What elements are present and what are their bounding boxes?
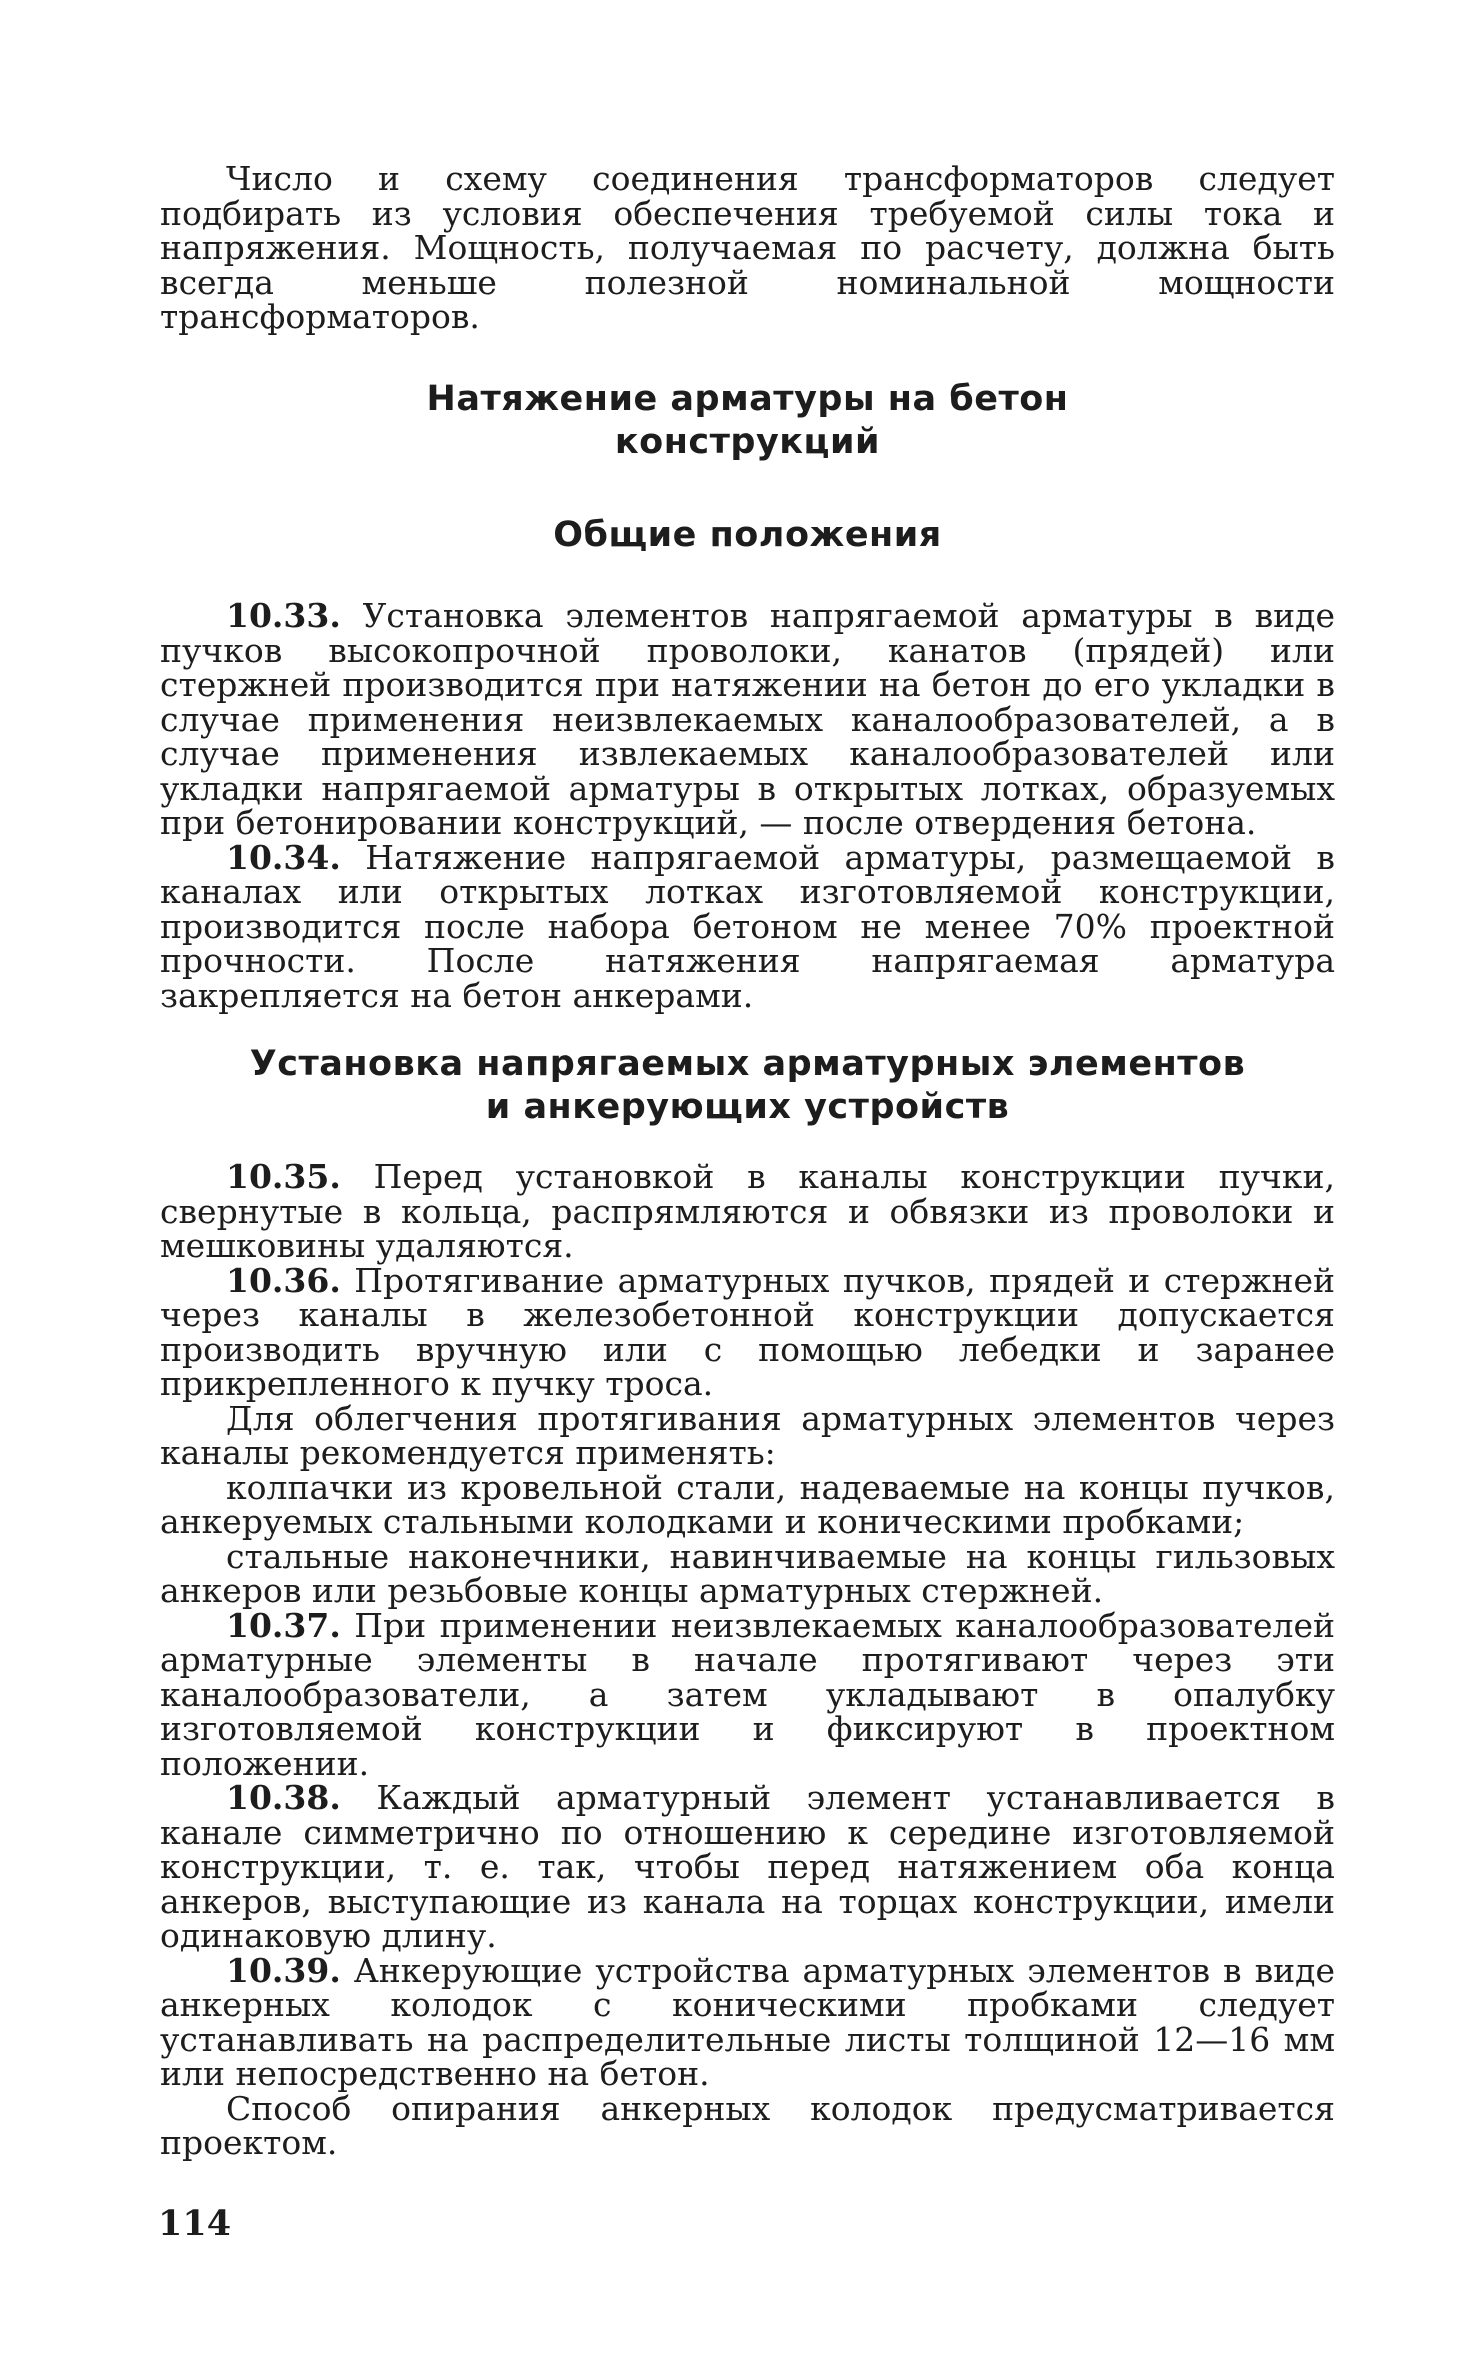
paragraph-text: Протягивание арматурных пучков, прядей и стержней через каналы в железобетонной конструкции допускается производить вручную или с помощью лебедки и заранее прикрепленного к пучку троса. (160, 1260, 1335, 1403)
section-heading-installation (160, 1043, 1335, 1129)
paragraph-10-39-support: Способ опирания анкерных колодок предусматривается проектом. (160, 2088, 1335, 2162)
paragraph-10-36-recommendation: Для облегчения протягивания арматурных элементов через каналы рекомендуется применять: (160, 1398, 1335, 1472)
intro-text: Число и схему соединения трансформаторов следует подбирать из условия обеспечения требуемой силы тока и напряжения. Мощность, получаемая по расчету, должна быть всегда меньше полезной номинальной мощности трансформаторов. (160, 159, 1335, 336)
paragraph-text: При применении неизвлекаемых каналообразователей арматурные элементы в начале протягивают через эти каналообразователи, а затем укладывают в опалубку изготовляемой конструкции и фиксируют в проектном положении. (160, 1605, 1335, 1783)
paragraph-text: Перед установкой в каналы конструкции пучки, свернутые в кольца, распрямляются и обвязки из проволоки и мешковины удаляются. (160, 1157, 1335, 1265)
section-heading-tensioning (160, 378, 1335, 464)
paragraph-10-35 (160, 1157, 1335, 1265)
paragraph-10-34 (160, 837, 1335, 1015)
paragraph-10-36-item-caps: колпачки из кровельной стали, надеваемые на концы пучков, анкеруемых стальными колодками и коническими пробками; (160, 1467, 1335, 1541)
subsection-heading-text: Общие положения (553, 515, 942, 555)
paragraph-number: 10.37. (226, 1605, 341, 1645)
paragraph-10-36-item-tips: стальные наконечники, навинчиваемые на концы гильзовых анкеров или резьбовые концы арматурных стержней. (160, 1536, 1335, 1610)
paragraph-number: 10.38. (226, 1778, 341, 1817)
paragraph-text: Каждый арматурный элемент устанавливается в канале симметрично по отношению к середине изготовляемой конструкции, т. е. так, чтобы перед натяжением оба конца анкеров, выступающие из канала на торцах конструкции, имели одинаковую длину. (160, 1778, 1335, 1955)
paragraph-10-38 (160, 1778, 1335, 1955)
page-number: 114 (158, 2203, 232, 2244)
intro-paragraph (160, 159, 1335, 336)
paragraphs-10-35-10-39 (160, 1157, 1335, 2162)
paragraph-10-37 (160, 1605, 1335, 1783)
paragraph-text: Натяжение напрягаемой арматуры, размещаемой в каналах или открытых лотках изготовляемой конструкции, производится после набора бетоном не менее 70% проектной прочности. После натяжения напрягаемая арматура закрепляется на бетон анкерами. (160, 837, 1335, 1015)
paragraph-text: Анкерующие устройства арматурных элементов в виде анкерных колодок с коническими пробками следует устанавливать на распределительные листы толщиной 12—16 мм или непосредственно на бетон. (160, 1950, 1335, 2093)
paragraph-10-39 (160, 1950, 1335, 2093)
paragraph-number: 10.34. (226, 837, 341, 877)
paragraph-number: 10.33. (226, 596, 341, 635)
section-heading-line-1: Натяжение арматуры на бетон (426, 379, 1069, 419)
paragraph-number: 10.39. (226, 1950, 341, 1990)
paragraph-text: Установка элементов напрягаемой арматуры в виде пучков высокопрочной проволоки, канатов (прядей) или стержней производится при натяжении на бетон до его укладки в случае применения неизвлекаемых каналообразователей, а в случае применения извлекаемых каналообразователей или укладки напрягаемой арматуры в открытых лотках, образуемых при бетонировании конструкций, — после отвердения бетона. (160, 596, 1335, 842)
paragraph-number: 10.36. (226, 1260, 341, 1300)
section-heading-line-2: и анкерующих устройств (485, 1087, 1010, 1127)
section-heading-line-1: Установка напрягаемых арматурных элементов (249, 1044, 1246, 1084)
paragraph-10-36 (160, 1260, 1335, 1403)
subsection-heading-general (160, 514, 1335, 557)
section-heading-line-2: конструкций (614, 422, 881, 462)
paragraph-number: 10.35. (226, 1157, 341, 1196)
paragraph-10-33 (160, 596, 1335, 842)
paragraphs-10-33-10-34 (160, 596, 1335, 1015)
